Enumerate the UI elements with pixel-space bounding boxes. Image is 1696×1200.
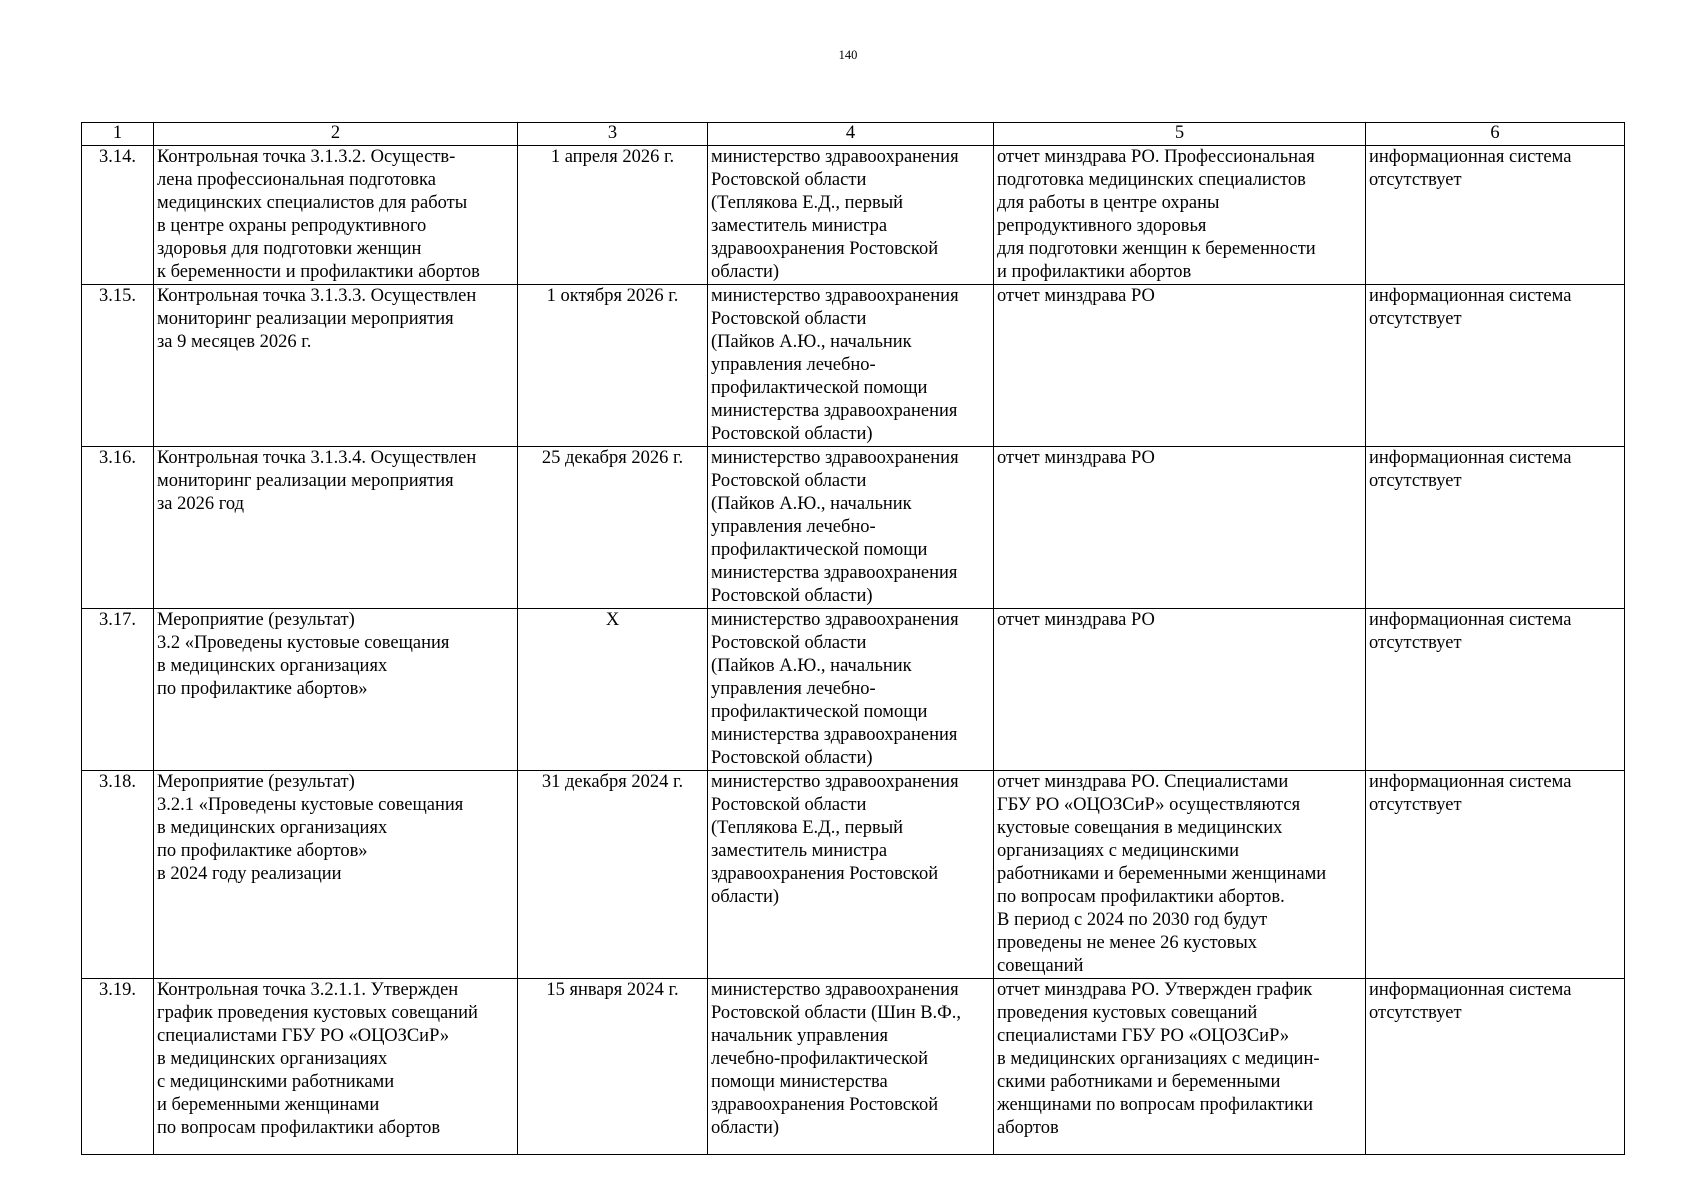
table-row (82, 979, 1625, 1155)
deadline-cell: 1 октября 2026 г. (518, 285, 708, 447)
document-cell: отчет минздрава РО. Утвержден график проведения кустовых совещаний специалистами ГБУ РО «ОЦОЗСиР» в медицинских организациях с медицин- скими работниками и беременными женщинами по вопросам профилактики абортов (994, 979, 1366, 1155)
activity-cell: Контрольная точка 3.1.3.2. Осуществ- лена профессиональная подготовка медицинских специалистов для работы в центре охраны репродуктивного здоровья для подготовки женщин к беременности и профилактики абортов (154, 146, 518, 285)
column-header-1: 1 (82, 123, 154, 146)
row-number: 3.19. (82, 979, 154, 1155)
responsible-cell: министерство здравоохранения Ростовской области (Пайков А.Ю., начальник управления лечебно- профилактической помощи министерства здравоохранения Ростовской области) (708, 447, 994, 609)
row-number: 3.18. (82, 771, 154, 979)
responsible-cell: министерство здравоохранения Ростовской области (Шин В.Ф., начальник управления лечебно-профилактической помощи министерства здравоохранения Ростовской области) (708, 979, 994, 1155)
column-header-4: 4 (708, 123, 994, 146)
deadline-cell: 15 января 2024 г. (518, 979, 708, 1155)
row-number: 3.15. (82, 285, 154, 447)
column-header-6: 6 (1366, 123, 1625, 146)
document-cell: отчет минздрава РО. Специалистами ГБУ РО «ОЦОЗСиР» осуществляются кустовые совещания в медицинских организациях с медицинскими работниками и беременными женщинами по вопросам профилактики абортов. В период с 2024 по 2030 год будут проведены не менее 26 кустовых совещаний (994, 771, 1366, 979)
implementation-plan-table (81, 122, 1625, 1155)
activity-cell: Мероприятие (результат) 3.2.1 «Проведены кустовые совещания в медицинских организациях по профилактике абортов» в 2024 году реализации (154, 771, 518, 979)
responsible-cell: министерство здравоохранения Ростовской области (Теплякова Е.Д., первый заместитель министра здравоохранения Ростовской области) (708, 771, 994, 979)
document-cell: отчет минздрава РО (994, 447, 1366, 609)
information-system-cell: информационная система отсутствует (1366, 609, 1625, 771)
responsible-cell: министерство здравоохранения Ростовской области (Теплякова Е.Д., первый заместитель министра здравоохранения Ростовской области) (708, 146, 994, 285)
responsible-cell: министерство здравоохранения Ростовской области (Пайков А.Ю., начальник управления лечебно- профилактической помощи министерства здравоохранения Ростовской области) (708, 285, 994, 447)
deadline-cell: 25 декабря 2026 г. (518, 447, 708, 609)
row-number: 3.17. (82, 609, 154, 771)
column-header-2: 2 (154, 123, 518, 146)
table-row (82, 609, 1625, 771)
table-row (82, 447, 1625, 609)
document-cell: отчет минздрава РО (994, 285, 1366, 447)
document-cell: отчет минздрава РО (994, 609, 1366, 771)
deadline-cell: 31 декабря 2024 г. (518, 771, 708, 979)
activity-cell: Контрольная точка 3.2.1.1. Утвержден график проведения кустовых совещаний специалистами ГБУ РО «ОЦОЗСиР» в медицинских организациях с медицинскими работниками и беременными женщинами по вопросам профилактики абортов (154, 979, 518, 1155)
row-number: 3.16. (82, 447, 154, 609)
page-number: 140 (838, 48, 858, 62)
activity-cell: Контрольная точка 3.1.3.4. Осуществлен мониторинг реализации мероприятия за 2026 год (154, 447, 518, 609)
column-number-row (82, 123, 1625, 146)
activity-cell: Мероприятие (результат) 3.2 «Проведены кустовые совещания в медицинских организациях по профилактике абортов» (154, 609, 518, 771)
information-system-cell: информационная система отсутствует (1366, 285, 1625, 447)
information-system-cell: информационная система отсутствует (1366, 146, 1625, 285)
table-row (82, 771, 1625, 979)
deadline-cell: 1 апреля 2026 г. (518, 146, 708, 285)
column-header-5: 5 (994, 123, 1366, 146)
activity-cell: Контрольная точка 3.1.3.3. Осуществлен мониторинг реализации мероприятия за 9 месяцев 2026 г. (154, 285, 518, 447)
information-system-cell: информационная система отсутствует (1366, 447, 1625, 609)
responsible-cell: министерство здравоохранения Ростовской области (Пайков А.Ю., начальник управления лечебно- профилактической помощи министерства здравоохранения Ростовской области) (708, 609, 994, 771)
table-row (82, 146, 1625, 285)
deadline-cell: Х (518, 609, 708, 771)
row-number: 3.14. (82, 146, 154, 285)
column-header-3: 3 (518, 123, 708, 146)
information-system-cell: информационная система отсутствует (1366, 979, 1625, 1155)
table-row (82, 285, 1625, 447)
document-cell: отчет минздрава РО. Профессиональная подготовка медицинских специалистов для работы в центре охраны репродуктивного здоровья для подготовки женщин к беременности и профилактики абортов (994, 146, 1366, 285)
information-system-cell: информационная система отсутствует (1366, 771, 1625, 979)
